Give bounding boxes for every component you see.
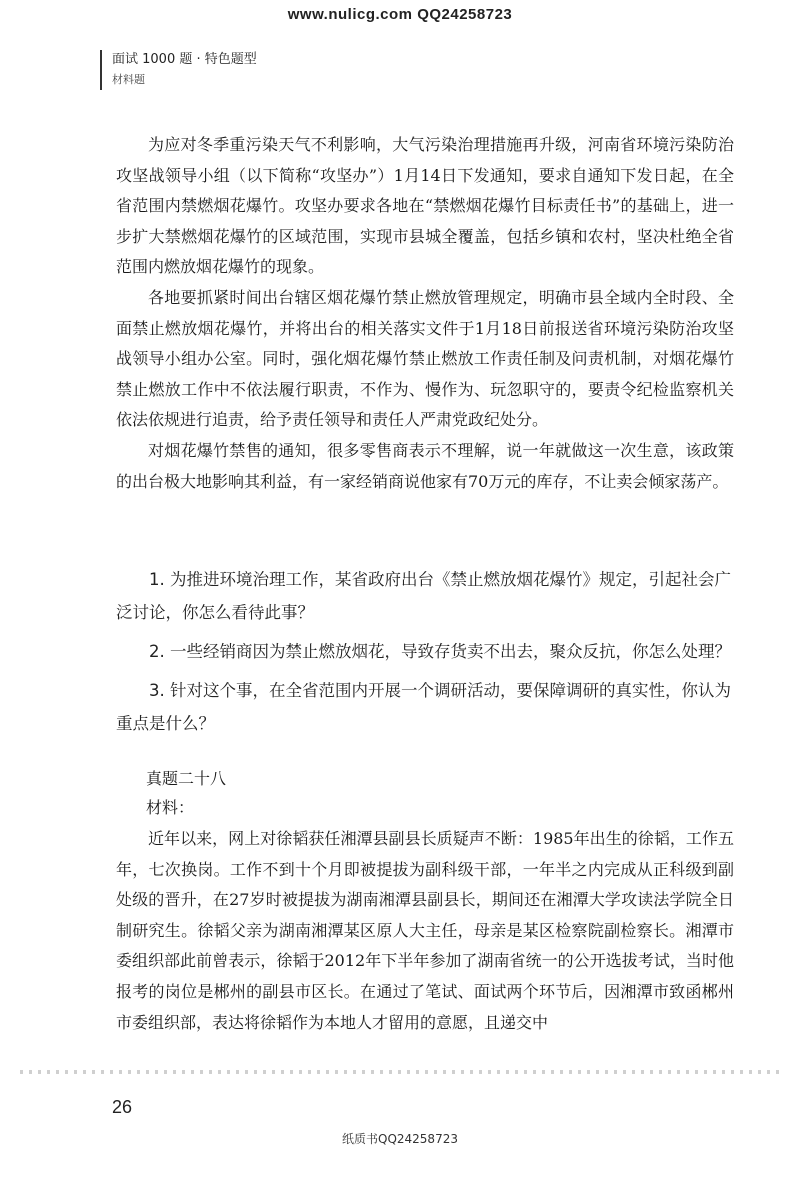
footer-watermark: 纸质书QQ24258723: [342, 1132, 458, 1146]
material-label: 材料：: [146, 798, 195, 817]
question-3: 3. 针对这个事，在全省范围内开展一个调研活动，要保障调研的真实性，你认为重点是什么？: [116, 681, 731, 733]
material-text: [116, 130, 734, 497]
running-header-subtitle: 材料题: [112, 73, 145, 86]
top-watermark: www.nulicg.com QQ24258723: [287, 6, 513, 23]
page-number: 26: [112, 1097, 133, 1117]
question-list: [116, 563, 736, 746]
material-paragraph-1: 为应对冬季重污染天气不利影响，大气污染治理措施再升级，河南省环境污染防治攻坚战领导小组（以下简称“攻坚办”）1月14日下发通知，要求自通知下发日起，在全省范围内禁燃烟花爆竹。攻坚办要求各地在“禁燃烟花爆竹目标责任书”的基础上，进一步扩大禁燃烟花爆竹的区域范围，实现市县城全覆盖，包括乡镇和农村，坚决杜绝全省范围内燃放烟花爆竹的现象。: [116, 135, 734, 277]
question-1: 1. 为推进环境治理工作，某省政府出台《禁止燃放烟花爆竹》规定，引起社会广泛讨论，你怎么看待此事？: [116, 570, 731, 622]
header-bar: [100, 50, 102, 90]
section-title: 真题二十八: [146, 769, 227, 788]
question-2: 2. 一些经销商因为禁止燃放烟花，导致存货卖不出去，聚众反抗，你怎么处理？: [149, 642, 731, 661]
material-paragraph-2: 各地要抓紧时间出台辖区烟花爆竹禁止燃放管理规定，明确市县全域内全时段、全面禁止燃放烟花爆竹，并将出台的相关落实文件于1月18日前报送省环境污染防治攻坚战领导小组办公室。同时，强化烟花爆竹禁止燃放工作责任制及问责机制，对烟花爆竹禁止燃放工作中不依法履行职责，不作为、慢作为、玩忽职守的，要责令纪检监察机关依法依规进行追责，给予责任领导和责任人严肃党政纪处分。: [116, 287, 734, 430]
scan-artifact-divider: [20, 1070, 780, 1074]
section2-paragraph: 近年以来，网上对徐韬获任湘潭县副县长质疑声不断：1985年出生的徐韬，工作五年，七次换岗。工作不到十个月即被提拔为副科级干部，一年半之内完成从正科级到副处级的晋升，在27岁时被提拔为湖南湘潭县副县长，期间还在湘潭大学攻读法学院全日制研究生。徐韬父亲为湖南湘潭某区原人大主任，母亲是某区检察院副检察长。湘潭市委组织部此前曾表示，徐韬于2012年下半年参加了湖南省统一的公开选拔考试，当时他报考的岗位是郴州的副县市区长。在通过了笔试、面试两个环节后，因湘潭市致函郴州市委组织部，表达将徐韬作为本地人才留用的意愿，且递交中: [116, 829, 734, 1032]
section2-text: [116, 824, 734, 1038]
material-paragraph-3: 对烟花爆竹禁售的通知，很多零售商表示不理解，说一年就做这一次生意，该政策的出台极大地影响其利益，有一家经销商说他家有70万元的库存，不让卖会倾家荡产。: [116, 440, 734, 491]
running-header-title: 面试 1000 题 · 特色题型: [112, 52, 257, 67]
